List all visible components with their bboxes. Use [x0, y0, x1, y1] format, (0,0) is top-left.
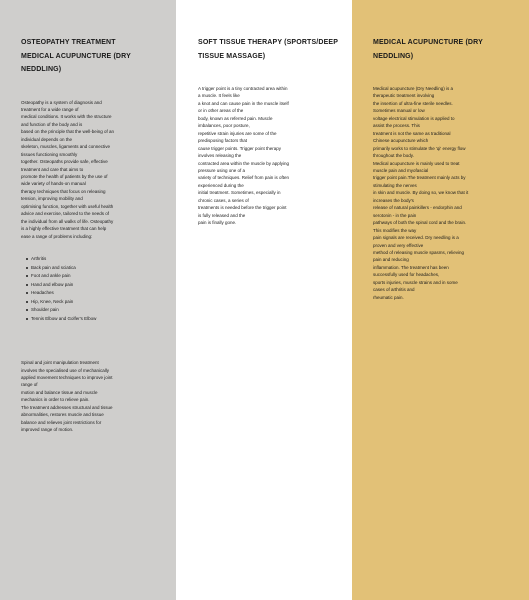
text-line: based on the principle that the well-being of an [21, 129, 115, 135]
bullet-icon [26, 309, 28, 311]
heading-line: NEDDLING) [21, 66, 62, 73]
text-line: treatment for a wide range of [21, 106, 79, 112]
list-item [31, 298, 166, 307]
text-line: in skin and muscle. By doing so, we know that it [373, 190, 469, 196]
text-line: serotonin - in the pain [373, 212, 417, 218]
text-line: tissues functioning smoothly [21, 151, 78, 157]
soft-tissue-paragraph [198, 85, 342, 227]
heading-line: OSTEOPATHY TREATMENT [21, 39, 116, 46]
text-line: experienced during the [198, 182, 244, 188]
soft-tissue-heading [198, 36, 342, 63]
text-line: inflammation. The treatment has been [373, 264, 449, 270]
text-line: A trigger point is a tiny contracted area within [198, 86, 288, 91]
condition-label: Shoulder pain [31, 307, 59, 313]
list-item [31, 281, 166, 290]
text-line: a knot and can cause pain in the muscle itself [198, 100, 289, 106]
text-line: cases of arthritis and [373, 287, 415, 293]
conditions-list [21, 255, 166, 323]
text-line: chronic cases, a series of [198, 197, 249, 203]
soft-tissue-column [176, 0, 352, 600]
text-line: repetitive strain injuries are some of the [198, 130, 277, 136]
text-line: advice and exercise, tailored to the needs of [21, 211, 110, 217]
text-line: is fully released and the [198, 212, 246, 218]
text-line: pressure using one of a [198, 167, 246, 173]
text-line: wide variety of hands-on manual [21, 181, 86, 187]
text-line: muscle pain and myofascial [373, 167, 429, 173]
text-line: treatment is not the same as traditional [373, 130, 451, 136]
text-line: pathways of both the spinal cord and the brain. [373, 220, 467, 226]
text-line: medical conditions. It works with the structure [21, 114, 112, 120]
text-line: pain signals are received. Dry needling is a [373, 235, 459, 241]
text-line: proven and very effective [373, 242, 424, 248]
acupuncture-paragraph [373, 85, 521, 301]
text-line: Osteopathy is a system of diagnosis and [21, 99, 102, 105]
text-line: method of releasing muscle spasms, relieving [373, 249, 465, 255]
text-line: skeleton, muscles, ligaments and connective [21, 144, 111, 150]
condition-label: Hip, Knee, Neck pain [31, 298, 74, 304]
text-line: This modifies the way [373, 227, 417, 233]
text-line: trigger point pain.The treatment mainly acts by [373, 175, 466, 181]
text-line: Sometimes manual or low [373, 108, 425, 114]
text-line: voltage electrical stimulation is applied to [373, 115, 455, 121]
bullet-icon [26, 284, 28, 286]
condition-label: Arthritis [31, 256, 47, 262]
bullet-icon [26, 275, 28, 277]
text-line: Spinal and joint manipulation treatment [21, 360, 99, 366]
list-item [31, 264, 166, 273]
text-line: promote the health of patients by the use of [21, 174, 108, 180]
text-line: tension, improving mobility and [21, 196, 83, 202]
spinal-manipulation-paragraph [21, 359, 166, 434]
bullet-icon [26, 258, 28, 260]
text-line: sports injuries, muscle strains and in some [373, 279, 458, 285]
text-line: Chinese acupuncture which [373, 138, 429, 144]
text-line: involves the specialised use of mechanically [21, 367, 110, 373]
osteopathy-heading [21, 36, 166, 77]
bullet-icon [26, 318, 28, 320]
text-line: individual depends on the [21, 136, 73, 142]
text-line: primarily works to stimulate the 'qi' energy flow [373, 145, 466, 151]
text-line: motion and balance tissue and muscle [21, 389, 98, 395]
text-line: Medical acupuncture (Dry Needling) is a [373, 86, 454, 91]
text-line: treatment and care that aims to [21, 166, 84, 172]
text-line: mechanics in order to relieve pain. [21, 397, 90, 403]
heading-line: SOFT TISSUE THERAPY (SPORTS/DEEP [198, 39, 339, 46]
text-line: predisposing factors that [198, 138, 248, 144]
text-line: balance and relieves joint restrictions for [21, 419, 102, 425]
text-line: initial treatment. Sometimes, especially in [198, 190, 281, 196]
condition-label: Tennis Elbow and Golfer's Elbow [31, 315, 97, 321]
text-line: throughout the body. [373, 153, 414, 159]
text-line: the insertion of ultra-fine sterile needles. [373, 100, 453, 106]
text-line: assist the process. This [373, 123, 420, 129]
text-line: or in other areas of the [198, 108, 244, 114]
text-line: The treatment addresses structural and tissue [21, 404, 113, 410]
text-line: release of natural painkillers - endorphin and [373, 205, 462, 211]
text-line: ease a range of problems including: [21, 233, 93, 239]
text-line: stimulating the nerves [373, 182, 417, 188]
text-line: rheumatic pain. [373, 294, 404, 300]
bullet-icon [26, 292, 28, 294]
condition-label: Hand and elbow pain [31, 281, 74, 287]
bullet-icon [26, 301, 28, 303]
text-line: imbalances, poor posture, [198, 123, 250, 129]
list-item [31, 272, 166, 281]
list-item [31, 289, 166, 298]
text-line: successfully used for headaches, [373, 272, 440, 278]
list-item [31, 255, 166, 264]
text-line: therapy techniques that focus on releasing [21, 188, 106, 194]
heading-line: NEDDLING) [373, 52, 414, 60]
condition-label: Foot and ankle pain [31, 273, 71, 279]
text-line: a muscle. It feels like [198, 93, 240, 99]
text-line: the individual from all walks of life. Osteopathy [21, 218, 114, 224]
text-line: pain and reducing [373, 257, 409, 263]
text-line: variety of techniques. Relief from pain is often [198, 175, 290, 181]
osteopathy-intro-paragraph [21, 99, 166, 241]
text-line: optimising function, together with useful health [21, 203, 114, 209]
heading-line: MEDICAL ACUPUNCTURE (DRY [373, 39, 483, 46]
osteopathy-column [0, 0, 176, 600]
text-line: body, known as referred pain. Muscle [198, 115, 273, 121]
text-line: pain is finally gone. [198, 220, 237, 226]
condition-label: Headaches [31, 290, 54, 296]
heading-line: MEDICAL ACUPUNCTURE (DRY [21, 52, 131, 60]
condition-label: Back pain and sciatica [31, 264, 76, 270]
list-item [31, 315, 166, 324]
text-line: and function of the body and is [21, 121, 83, 127]
text-line: therapeutic treatment involving [373, 93, 435, 99]
text-line: contracted area within the muscle by applying [198, 160, 290, 166]
text-line: treatments is needed before the trigger point [198, 205, 287, 211]
text-line: together. Osteopaths provide safe, effective [21, 159, 108, 165]
text-line: range of [21, 382, 38, 388]
text-line: increases the body's [373, 197, 414, 203]
text-line: abnormalities, restores muscle and tissue [21, 412, 104, 418]
text-line: Medical acupuncture is mainly used to treat [373, 160, 460, 166]
text-line: cause trigger points. Trigger point therapy [198, 145, 282, 151]
bullet-icon [26, 267, 28, 269]
text-line: applied movement techniques to improve joint [21, 375, 113, 381]
text-line: involves releasing the [198, 153, 242, 159]
text-line: is a highly effective treatment that can help [21, 226, 107, 232]
heading-line: TISSUE MASSAGE) [198, 52, 266, 60]
acupuncture-column [352, 0, 529, 600]
acupuncture-heading [373, 36, 521, 63]
list-item [31, 306, 166, 315]
text-line: improved range of motion. [21, 427, 74, 433]
